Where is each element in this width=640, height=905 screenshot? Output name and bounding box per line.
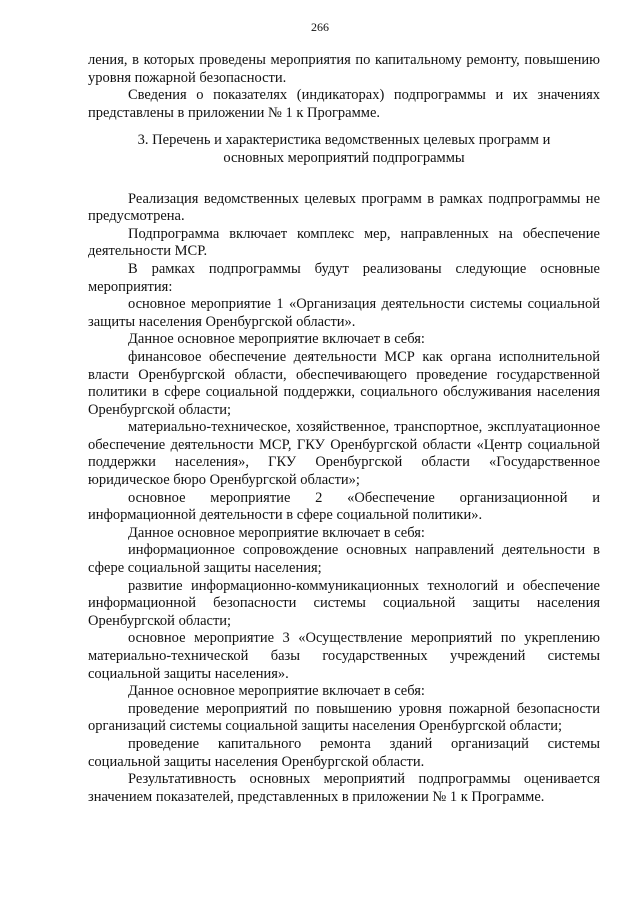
page-number: 266 — [311, 20, 329, 34]
paragraph-includes: Данное основное мероприятие включает в себя: — [128, 524, 425, 541]
paragraph-continuation: ления, в которых проведены мероприятия по капитальному ремонту, повышению уровня пожарной безопасности. — [88, 52, 600, 86]
document-body — [88, 52, 600, 806]
paragraph-activity-3: основное мероприятие 3 «Осуществление мероприятий по укреплению материально-технической базы государственных учреждений системы социальной защиты населения». — [88, 630, 600, 682]
paragraph-includes: Данное основное мероприятие включает в себя: — [128, 331, 425, 348]
paragraph-financing: финансовое обеспечение деятельности МСР как органа исполнительной власти Оренбургской области, обеспечивающего проведение государственной политики в сфере социальной поддержки, социального обслуживания населения Оренбургской области; — [88, 348, 600, 418]
paragraph-complex: Подпрограмма включает комплекс мер, направленных на обеспечение деятельности МСР. — [88, 225, 600, 260]
paragraph-indicators: Сведения о показателях (индикаторах) подпрограммы и их значениях представлены в приложении № 1 к Программе. — [88, 87, 600, 121]
section-heading: 3. Перечень и характеристика ведомственных целевых программ и основных мероприятий подпрограммы — [137, 132, 551, 166]
paragraph-activity-2: основное мероприятие 2 «Обеспечение организационной и информационной деятельности в сфере социальной политики». — [88, 489, 600, 524]
paragraph-includes: Данное основное мероприятие включает в себя: — [128, 683, 425, 700]
paragraph-material: материально-техническое, хозяйственное, транспортное, эксплуатационное обеспечение деятельности МСР, ГКУ Оренбургской области «Центр социальной поддержки населения», ГКУ Оренбургской области «Государственное юридическое бюро Оренбургской области»; — [88, 419, 600, 489]
paragraph-fire-safety: проведение мероприятий по повышению уровня пожарной безопасности организаций системы социальной защиты населения Оренбургской области; — [88, 700, 600, 735]
paragraph-activity-1: основное мероприятие 1 «Организация деятельности системы социальной защиты населения Оренбургской области». — [88, 296, 600, 330]
paragraph-ict: развитие информационно-коммуникационных технологий и обеспечение информационной безопасности системы социальной защиты населения Оренбургской области; — [88, 577, 600, 629]
paragraph-info-support: информационное сопровождение основных направлений деятельности в сфере социальной защиты населения; — [88, 542, 600, 577]
paragraph-vcp: Реализация ведомственных целевых программ в рамках подпрограммы не предусмотрена. — [88, 190, 600, 225]
paragraph-main-activities: В рамках подпрограммы будут реализованы следующие основные мероприятия: — [88, 260, 600, 295]
paragraph-repair: проведение капитального ремонта зданий организаций системы социальной защиты населения Оренбургской области. — [88, 735, 600, 770]
paragraph-results: Результативность основных мероприятий подпрограммы оценивается значением показателей, представленных в приложении № 1 к Программе. — [88, 771, 600, 805]
